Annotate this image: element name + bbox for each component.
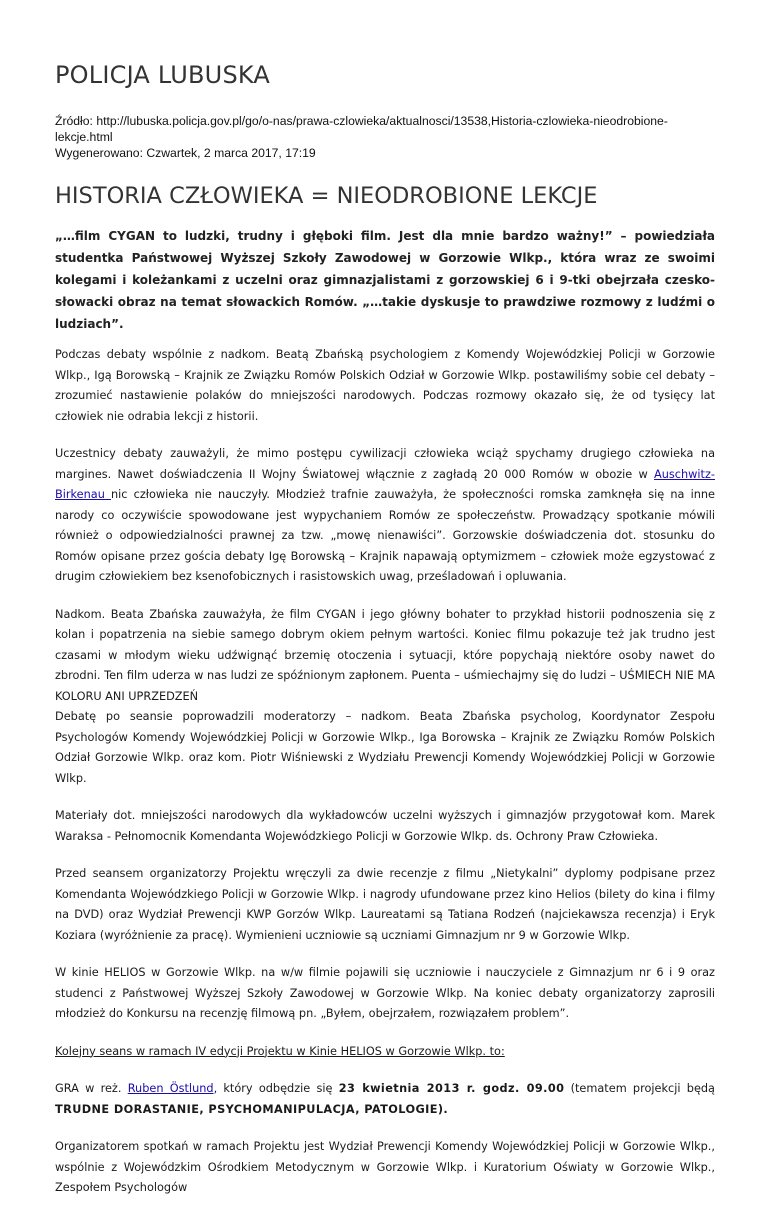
article-lead: „…film CYGAN to ludzki, trudny i głęboki film. Jest dla mnie bardzo ważny!” – powiedziała studentka Państwowej Wyższej Szkoły Zawodowej w Gorzowie Wlkp., która wraz ze swoimi kolegami i koleżankami z uczelni oraz gimnazjalistami z gorzowskiej 6 i 9-tki obejrzała czesko-słowacki obraz na temat słowackich Romów. „…takie dyskusje to prawdziwe rozmowy z ludźmi o ludziach”. — [55, 229, 715, 331]
site-title: POLICJA LUBUSKA — [55, 61, 271, 89]
paragraph-1: Podczas debaty wspólnie z nadkom. Beatą Zbańską psychologiem z Komendy Wojewódzkiej Policji w Gorzowie Wlkp., Igą Borowską – Krajnik ze Związku Romów Polskich Odział w Gorzowie Wlkp. postawiliśmy sobie cel debaty – zrozumieć nastawienie polaków do mniejszości narodowych. Podczas rozmowy okazało się, że od tysięcy lat człowiek nie odrabia lekcji z historii. — [55, 348, 715, 423]
paragraph-2 — [55, 444, 715, 588]
paragraph-6: W kinie HELIOS w Gorzowie Wlkp. na w/w filmie pojawili się uczniowie i nauczyciele z Gimnazjum nr 6 i 9 oraz studenci z Państwowej Wyższej Szkoły Zawodowej w Gorzowie Wlkp. Na koniec debaty organizatorzy zaprosili młodzież do Konkursu na recenzję filmową pn. „Byłem, obejrzałem, rozwiązałem problem”. — [55, 966, 715, 1020]
generated-date: Wygenerowano: Czwartek, 2 marca 2017, 17:19 — [55, 146, 316, 160]
article-title: HISTORIA CZŁOWIEKA = NIEODROBIONE LEKCJE — [55, 183, 598, 209]
paragraph-3-text-a: Nadkom. Beata Zbańska zauważyła, że film CYGAN i jego główny bohater to przykład historii podnoszenia się z kolan i popatrzenia na siebie samego dobrym okiem pełnym wartości. Koniec filmu pokazuje też jak trudno jest czasami w młodym wieku udźwignąć brzemię otoczenia i sytuacji, które popychają niektóre osoby nawet do zbrodni. Ten film uderza w nas ludzi ze spóźnionym zapłonem. Puenta – uśmiechajmy się do ludzi – UŚMIECH NIE MA KOLORU ANI UPRZEDZEŃ — [55, 607, 715, 703]
screening-topics: TRUDNE DORASTANIE, PSYCHOMANIPULACJA, PATOLOGIE). — [55, 1102, 449, 1116]
paragraph-4: Materiały dot. mniejszości narodowych dla wykładowców uczelni wyższych i gimnazjów przygotował kom. Marek Waraksa - Pełnomocnik Komendanta Wojewódzkiego Policji w Gorzowie Wlkp. ds. Ochrony Praw Człowieka. — [55, 809, 715, 843]
source-meta — [55, 113, 715, 161]
paragraph-7-next-screening: Kolejny seans w ramach IV edycji Projektu w Kinie HELIOS w Gorzowie Wlkp. to: — [55, 1044, 505, 1058]
paragraph-8-text-a: GRA w reż. — [55, 1082, 128, 1095]
paragraph-8 — [55, 1079, 715, 1120]
paragraph-2-text-b: nic człowieka nie nauczyły. Młodzież trafnie zauważyła, że społeczności romska zamknęła się na inne narody co oczywiście spowodowane jest wypychaniem Romów ze społeczeństw. Prowadzący spotkanie mówili również o odpowiedzialności prawnej za tzw. „mowę nienawiści”. Gorzowskie doświadczenia dot. stosunku do Romów opisane przez gościa debaty Igę Borowską – Krajnik napawają optymizmem – człowiek może egzystować z drugim człowiekiem bez ksenofobicznych i rasistowskich uwag, prześladowań i opluwania. — [55, 488, 715, 583]
paragraph-8-text-c: (tematem projekcji będą — [564, 1082, 715, 1095]
paragraph-5: Przed seansem organizatorzy Projektu wręczyli za dwie recenzje z filmu „Nietykalni” dyplomy podpisane przez Komendanta Wojewódzkiego Policji w Gorzowie Wlkp. i nagrody ufundowane przez kino Helios (bilety do kina i filmy na DVD) oraz Wydział Prewencji KWP Gorzów Wlkp. Laureatami są Tatiana Rodzeń (najciekawsza recenzja) i Eryk Koziara (wyróżnienie za pracę). Wymienieni uczniowie są uczniami Gimnazjum nr 9 w Gorzowie Wlkp. — [55, 867, 715, 942]
paragraph-3 — [55, 605, 715, 790]
director-link[interactable]: Ruben Östlund — [127, 1082, 214, 1095]
auschwitz-link[interactable]: Auschwitz-Birkenau — [55, 467, 715, 501]
paragraph-8-text-b: , który odbędzie się — [213, 1082, 339, 1095]
screening-date: 23 kwietnia 2013 r. godz. 09.00 — [338, 1082, 565, 1095]
source-url: Źródło: http://lubuska.policja.gov.pl/go/o-nas/prawa-czlowieka/aktualnosci/13538,Historia-czlowieka-nieodrobione-lekcje.html — [55, 114, 668, 144]
paragraph-3-text-b: Debatę po seansie poprowadzili moderatorzy – nadkom. Beata Zbańska psycholog, Koordynator Zespołu Psychologów Komendy Wojewódzkiej Policji w Gorzowie Wlkp., Iga Borowska – Krajnik ze Związku Romów Polskich Odział Gorzowie Wlkp. oraz kom. Piotr Wiśniewski z Wydziału Prewencji Komendy Wojewódzkiej Policji w Gorzowie Wlkp. — [55, 710, 715, 785]
paragraph-9: Organizatorem spotkań w ramach Projektu jest Wydział Prewencji Komendy Wojewódzkiej Policji w Gorzowie Wlkp., wspólnie z Wojewódzkim Ośrodkiem Metodycznym w Gorzowie Wlkp. i Kuratorium Oświaty w Gorzowie Wlkp., Zespołem Psychologów — [55, 1140, 715, 1194]
paragraph-2-text-a: Uczestnicy debaty zauważyli, że mimo postępu cywilizacji człowieka wciąż spychamy drugiego człowieka na margines. Nawet doświadczenia II Wojny Światowej włącznie z zagładą 20 000 Romów w obozie w — [55, 447, 715, 481]
document-content — [55, 60, 715, 1216]
